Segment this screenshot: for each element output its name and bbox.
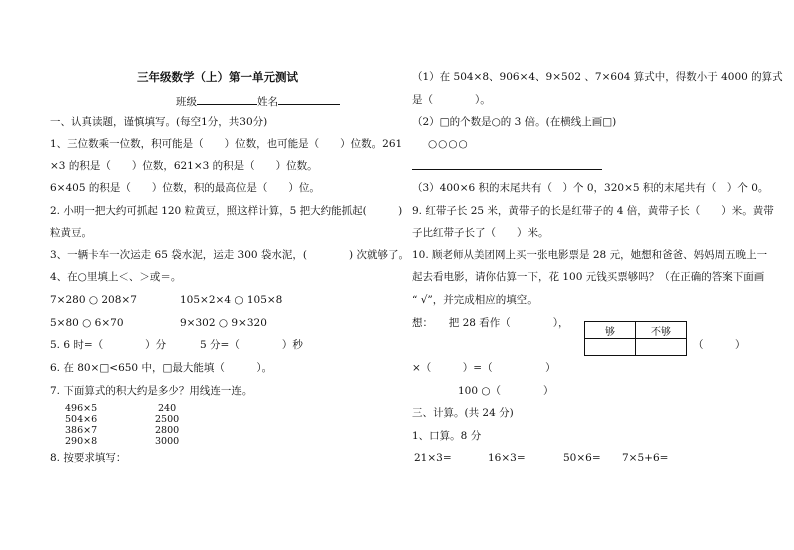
q7-right-0[interactable]: 240	[158, 403, 177, 414]
class-blank[interactable]	[197, 93, 257, 105]
q9-line2: 子比红带子长了（ ）米。	[412, 227, 549, 239]
q7-left-2[interactable]: 386×7	[65, 425, 98, 436]
q7-heading: 7. 下面算式的积大约是多少？用线连一连。	[50, 385, 253, 397]
student-info-row	[176, 93, 340, 109]
choice-not-enough-mark[interactable]	[636, 339, 687, 356]
q7-right-2[interactable]: 2800	[155, 425, 180, 436]
class-label: 班级	[176, 96, 197, 108]
r1-line2: 是（ ）。	[412, 94, 491, 106]
q4-heading: 4、在○里填上＜、＞或＝。	[50, 271, 182, 283]
q1-line3: 6×405 的积是（ ）位数，积的最高位是（ ）位。	[50, 182, 320, 194]
q6: 6. 在 80×□<650 中，□最大能填（ ）。	[50, 362, 273, 374]
q4-row2-a: 5×80 ○ 6×70	[50, 317, 124, 329]
q7-left-0[interactable]: 496×5	[65, 403, 98, 414]
s3-q1-heading: 1、口算。8 分	[412, 430, 482, 442]
q4-row1-a: 7×280 ○ 208×7	[50, 294, 137, 306]
q10-answer-paren[interactable]: （ ）	[693, 339, 746, 351]
q3-line1: 3、一辆卡车一次运走 65 袋水泥，运走 300 袋水泥，( ) 次就够了。	[50, 249, 409, 261]
q5-b: 5 分=（ ）秒	[200, 339, 303, 351]
q7-right-1[interactable]: 2500	[155, 414, 180, 425]
r2-answer-line[interactable]	[412, 169, 602, 170]
q1-line1: 1、三位数乘一位数，积可能是（ ）位数，也可能是（ ）位数。261	[50, 138, 403, 150]
q10-line3: “ √”，并完成相应的填空。	[412, 294, 538, 306]
r2-line1: （2）□的个数是○的 3 倍。(在横线上画□)	[412, 116, 617, 128]
s3-item-3: 7×5+6=	[622, 452, 669, 464]
s3-item-1: 16×3=	[488, 452, 526, 464]
name-label: 姓名	[257, 96, 278, 108]
choice-enough-mark[interactable]	[585, 339, 636, 356]
r1-line1: （1）在 504×8、906×4、9×502 、7×604 算式中，得数小于 4000 的算式	[412, 71, 783, 83]
q10-think: 想： 把 28 看作（ ），	[412, 317, 569, 329]
q10-calc1: ×（ ）=（ ）	[412, 362, 556, 374]
q10-line1: 10. 顾老师从美团网上买一张电影票是 28 元，她想和爸爸、妈妈周五晚上一	[412, 249, 768, 261]
r3-line1: （3）400×6 积的末尾共有（ ）个 0，320×5 积的末尾共有（ ）个 0。	[412, 182, 769, 194]
exam-title: 三年级数学（上）第一单元测试	[137, 70, 298, 84]
section-3-heading: 三、计算。(共 24 分)	[412, 407, 514, 419]
q1-line2: ×3 的积是（ ）位数，621×3 的积是（ ）位数。	[50, 160, 318, 172]
choice-enough-label: 够	[585, 322, 636, 339]
q4-row2-b: 9×302 ○ 9×320	[180, 317, 267, 329]
q2-line2: 粒黄豆。	[50, 227, 92, 239]
q7-left-1[interactable]: 504×6	[65, 414, 98, 425]
q2-line1: 2. 小明一把大约可抓起 120 粒黄豆，照这样计算，5 把大约能抓起( )	[50, 205, 403, 217]
q9-line1: 9. 红带子长 25 米，黄带子的长是红带子的 4 倍，黄带子长（ ）米。黄带	[412, 205, 774, 217]
q10-choice-table	[584, 321, 687, 356]
s3-item-2: 50×6=	[563, 452, 601, 464]
q8: 8. 按要求填写：	[50, 452, 127, 464]
q5-a: 5. 6 时=（ ）分	[50, 339, 167, 351]
q4-row1-b: 105×2×4 ○ 105×8	[180, 294, 283, 306]
q10-line2: 起去看电影，请你估算一下，花 100 元钱买票够吗？（在正确的答案下面画	[412, 271, 765, 283]
q7-left-3[interactable]: 290×8	[65, 436, 98, 447]
section-1-heading: 一、认真读题，谨慎填写。(每空1分，共30分)	[50, 116, 268, 128]
q10-calc2: 100 ○（ ）	[458, 385, 554, 397]
name-blank[interactable]	[278, 93, 340, 105]
q7-right-3[interactable]: 3000	[155, 436, 180, 447]
r2-circles: ○○○○	[428, 138, 469, 150]
choice-not-enough-label: 不够	[636, 322, 687, 339]
s3-item-0: 21×3=	[414, 452, 452, 464]
